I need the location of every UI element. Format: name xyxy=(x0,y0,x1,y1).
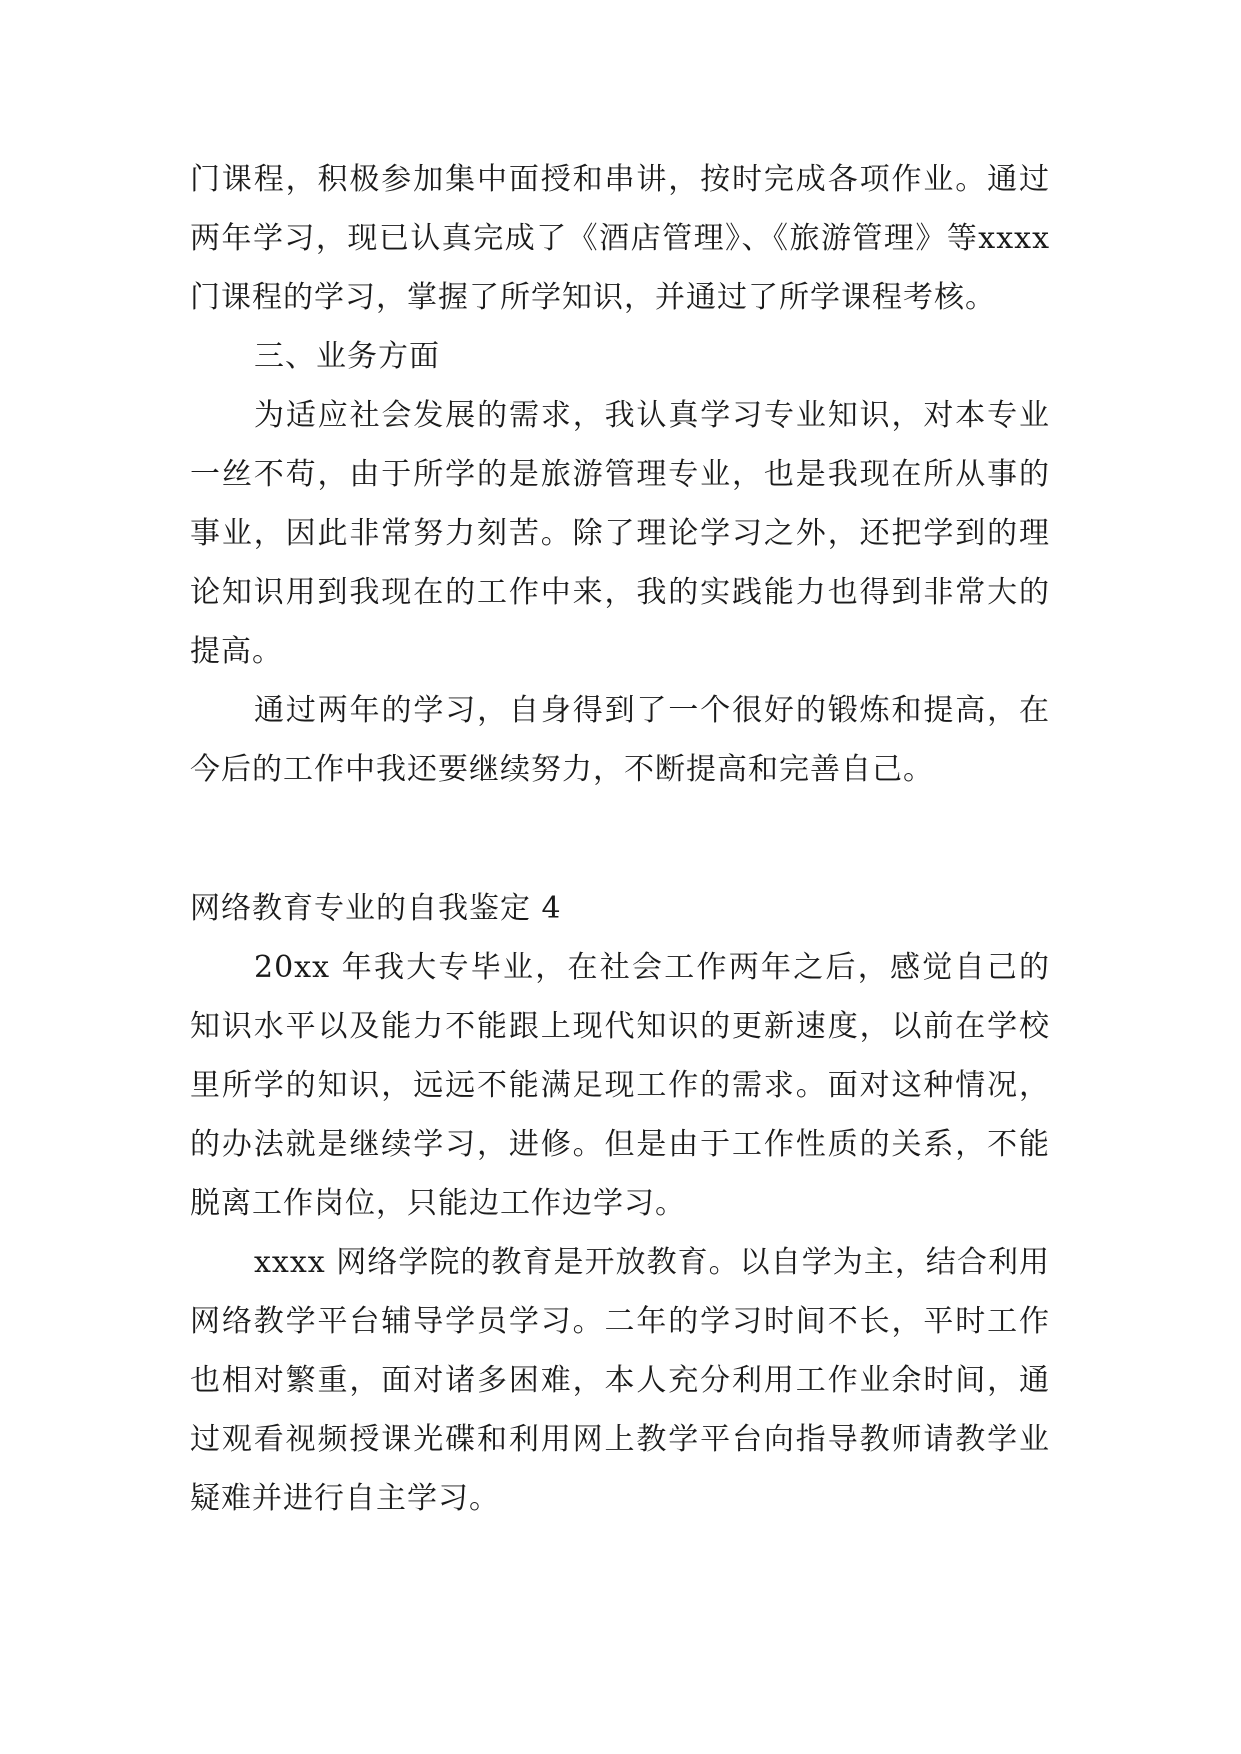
section-title: 网络教育专业的自我鉴定 4 xyxy=(190,891,562,926)
paragraph-section-1: 20xx 年我大专毕业，在社会工作两年之后，感觉自己的知识水平以及能力不能跟上现代知识的更新速度，以前在学校里所学的知识，远远不能满足现工作的需求。面对这种情况，的办法就是继续学习，进修。但是由于工作性质的关系，不能脱离工作岗位，只能边工作边学习。 xyxy=(190,950,1050,1221)
paragraph-business-1: 为适应社会发展的需求，我认真学习专业知识，对本专业一丝不苟，由于所学的是旅游管理专业，也是我现在所从事的事业，因此非常努力刻苦。除了理论学习之外，还把学到的理论知识用到我现在的工作中来，我的实践能力也得到非常大的提高。 xyxy=(190,398,1050,669)
paragraph-business-2: 通过两年的学习，自身得到了一个很好的锻炼和提高，在今后的工作中我还要继续努力，不断提高和完善自己。 xyxy=(190,693,1050,787)
heading-business: 三、业务方面 xyxy=(254,339,440,374)
paragraph-section-2: xxxx 网络学院的教育是开放教育。以自学为主，结合利用网络教学平台辅导学员学习。二年的学习时间不长，平时工作也相对繁重，面对诸多困难，本人充分利用工作业余时间，通过观看视频授课光碟和利用网上教学平台向指导教师请教学业疑难并进行自主学习。 xyxy=(190,1245,1050,1516)
document-body xyxy=(190,150,1050,1528)
continuation-paragraph: 门课程，积极参加集中面授和串讲，按时完成各项作业。通过两年学习，现已认真完成了《酒店管理》、《旅游管理》等xxxx 门课程的学习，掌握了所学知识，并通过了所学课程考核。 xyxy=(190,162,1050,315)
